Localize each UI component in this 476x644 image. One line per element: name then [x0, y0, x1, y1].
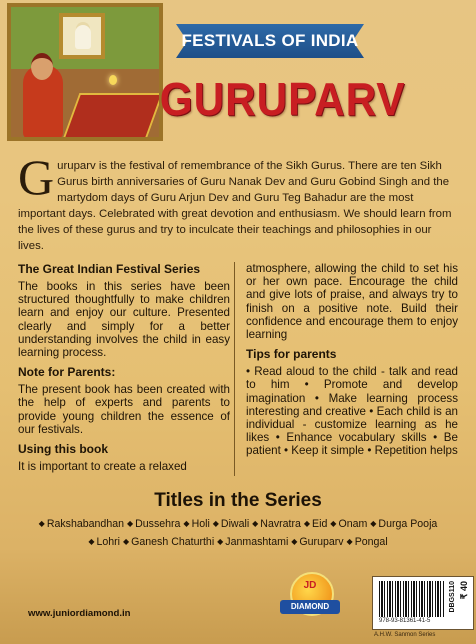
- series-label: FESTIVALS OF INDIA: [181, 31, 359, 50]
- series-title: Titles in the Series: [154, 490, 322, 511]
- series-title-item: [39, 518, 124, 530]
- series-title-text: Dussehra: [135, 518, 181, 530]
- bullet-icon: ◆: [252, 519, 259, 528]
- heading-tips: Tips for parents: [246, 347, 337, 362]
- barcode-code: DBGS110: [449, 581, 456, 613]
- series-titles-list: [24, 515, 452, 551]
- heading-note: Note for Parents:: [18, 365, 116, 380]
- series-title-text: Lohri: [96, 536, 121, 548]
- page-title: GURUPARV: [159, 73, 406, 125]
- bullet-icon: ◆: [183, 519, 190, 528]
- series-title-item: [88, 536, 120, 548]
- series-title-text: Rakshabandhan: [46, 518, 124, 530]
- right-column: [246, 262, 458, 464]
- series-title-item: [213, 518, 249, 530]
- bullet-icon: ◆: [303, 519, 311, 528]
- lamp-icon: [109, 75, 117, 85]
- series-title-text: Eid: [312, 518, 328, 530]
- series-title-text: Guruparv: [299, 536, 344, 548]
- barcode-bars: [379, 581, 445, 617]
- series-title-item: [217, 536, 288, 548]
- para-tips: • Read aloud to the child - talk and read to him • Promote and develop imagination • Make learning process interesting and creative • Each child is an individual - customize learning as he likes • Enhance vocabulary skills • Be patient • Keep it simple • Repetition helps: [246, 365, 458, 458]
- series-title-item: [291, 536, 343, 548]
- series-title-text: Janmashtami: [225, 536, 289, 548]
- isbn-number: 978-93-81361-41-5: [379, 618, 431, 624]
- left-column: [18, 262, 230, 479]
- price-label: ₹ 40: [459, 581, 469, 600]
- para-series: The books in this series have been structured thoughtfully to make children learn and enjoy our culture. Presented clearly and simply for a better understanding involves the child in easy learning process.: [18, 280, 230, 360]
- series-title-item: [123, 536, 214, 548]
- series-title-text: Navratra: [260, 518, 301, 530]
- series-title-text: Ganesh Chaturthi: [131, 536, 215, 548]
- publisher-logo: [278, 570, 342, 618]
- bullet-icon: ◆: [212, 519, 219, 528]
- series-title-item: [330, 518, 367, 530]
- publisher-series: A.H.W. Sanmon Series: [374, 632, 436, 638]
- series-title-text: Holi: [191, 518, 210, 530]
- series-title-text: Onam: [338, 518, 368, 530]
- barcode: [372, 576, 474, 630]
- bullet-icon: ◆: [291, 537, 298, 546]
- series-title-item: [347, 536, 388, 548]
- bullet-icon: ◆: [126, 519, 134, 528]
- cover-illustration: [7, 3, 163, 141]
- website-link[interactable]: www.juniordiamond.in: [28, 608, 131, 619]
- series-title-item: [304, 518, 327, 530]
- column-divider: [234, 262, 235, 476]
- logo-mark: JD: [303, 580, 317, 591]
- heading-series: The Great Indian Festival Series: [18, 262, 201, 276]
- bullet-icon: ◆: [217, 537, 224, 546]
- dropcap: G: [18, 149, 55, 205]
- bullet-icon: ◆: [346, 537, 353, 546]
- intro-paragraph: [18, 149, 458, 254]
- bullet-icon: ◆: [88, 537, 95, 546]
- guru-portrait: [59, 13, 105, 59]
- series-banner: [176, 24, 364, 58]
- bullet-icon: ◆: [330, 519, 337, 528]
- para-using: It is important to create a relaxed: [18, 460, 187, 474]
- logo-text: DIAMOND: [280, 600, 340, 614]
- bullet-icon: ◆: [122, 537, 130, 546]
- series-title-text: Pongal: [354, 536, 388, 548]
- series-title-item: [127, 518, 181, 530]
- bullet-icon: ◆: [370, 519, 377, 528]
- intro-text: uruparv is the festival of remembrance of the Sikh Gurus. There are ten Sikh Gurus birth anniversaries of Guru Nanak Dev and Guru Gobind Singh and the martydom days of Guru Arjun Dev and Guru Teg Bahadur are the most important days. Celebrated with great devotion and enthusiasm. We should learn from the lives of these gurus and try to inculcate their teachings and philosophies in our lives.: [18, 160, 452, 252]
- para-note: The present book has been created with the help of experts and parents to provide young children the essence of our festivals.: [18, 383, 230, 436]
- series-title-text: Diwali: [220, 518, 250, 530]
- bullet-icon: ◆: [38, 519, 45, 528]
- para-atmosphere: atmosphere, allowing the child to set his or her own pace. Encourage the child and give lots of praise, and always try to finish on a positive note. Build their confidence and encourage them to enjoy learning: [246, 262, 458, 342]
- series-title-item: [252, 518, 301, 530]
- heading-using: Using this book: [18, 442, 108, 457]
- series-title-item: [183, 518, 209, 530]
- series-title-item: [370, 518, 437, 530]
- series-title-text: Durga Pooja: [378, 518, 438, 530]
